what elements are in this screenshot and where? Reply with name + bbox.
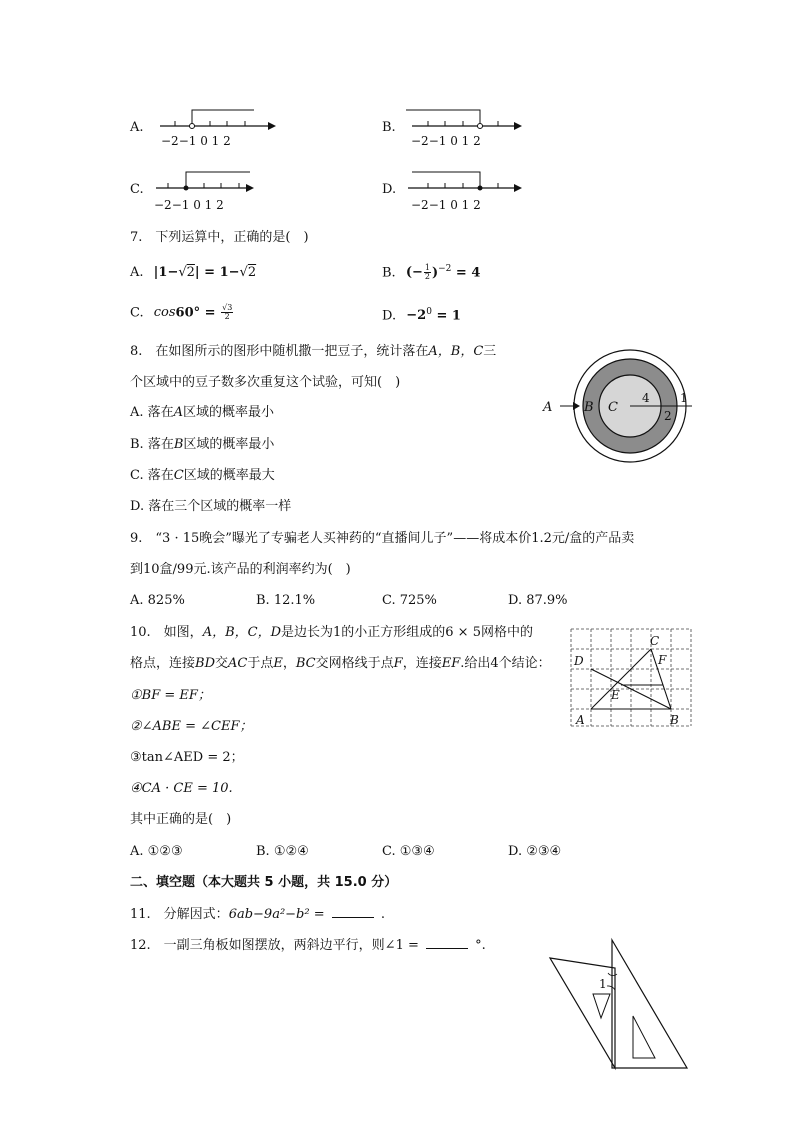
- q9-option-d[interactable]: D. 87.9%: [508, 593, 568, 608]
- q8-fig-label-c: C: [608, 400, 618, 415]
- q10-ask: 其中正确的是( ): [130, 812, 232, 827]
- q7-option-c[interactable]: C. cos60° = $\frac{√3}{2}$: [130, 303, 233, 322]
- q10-fig-label-e: E: [611, 688, 620, 702]
- q8-option-c[interactable]: C. 落在C区域的概率最大: [130, 468, 275, 483]
- q6-b-letter: B.: [382, 120, 396, 135]
- q8-line1: 8. 在如图所示的图形中随机撒一把豆子，统计落在A，B，C三: [130, 344, 497, 359]
- q6-b-ticks: −2−1 0 1 2: [411, 134, 481, 148]
- q10-conclusion-4: ④CA · CE = 10.: [130, 781, 233, 796]
- q6-c-ticks: −2−1 0 1 2: [154, 198, 224, 212]
- q7-stem: 7. 下列运算中，正确的是( ): [130, 230, 309, 245]
- q8-option-b[interactable]: B. 落在B区域的概率最小: [130, 437, 275, 452]
- q8-fig-label-a: A: [543, 400, 553, 415]
- q8-fig-radius-2: 2: [664, 409, 672, 423]
- q10-fig-label-d: D: [574, 654, 584, 668]
- q10-conclusion-3: ③tan∠AED = 2；: [130, 750, 244, 765]
- q10-option-c[interactable]: C. ①③④: [382, 844, 435, 859]
- q11: 11. 分解因式：6ab−9a²−b² = .: [130, 907, 386, 922]
- q10-fig-label-c: C: [650, 634, 660, 648]
- q10-option-a[interactable]: A. ①②③: [130, 844, 183, 859]
- q9-line2: 到10盒/99元.该产品的利润率约为( ): [130, 562, 351, 577]
- q8-option-d[interactable]: D. 落在三个区域的概率一样: [130, 499, 292, 514]
- q10-line2: 格点，连接BD交AC于点E，BC交网格线于点F，连接EF.给出4个结论：: [130, 656, 551, 671]
- q8-option-a[interactable]: A. 落在A区域的概率最小: [130, 405, 275, 420]
- q12-set-squares-figure: [545, 938, 695, 1073]
- q10-option-d[interactable]: D. ②③④: [508, 844, 562, 859]
- q6-a-letter: A.: [130, 120, 144, 135]
- q9-option-b[interactable]: B. 12.1%: [256, 593, 316, 608]
- q7-option-a[interactable]: A. |1−√2| = 1−√2: [130, 265, 257, 280]
- q9-option-c[interactable]: C. 725%: [382, 593, 437, 608]
- q6-c-letter: C.: [130, 182, 144, 197]
- q9-line1: 9. “3 · 15晚会”曝光了专骗老人买神药的“直播间儿子”——将成本价1.2元/盒的产品卖: [130, 531, 635, 546]
- q6-d-letter: D.: [382, 182, 397, 197]
- q7-a-sqrt-arg-2: 2: [247, 265, 257, 280]
- q11-answer-blank[interactable]: [332, 907, 374, 918]
- q7-option-d[interactable]: D. $-2^0 = 1$: [382, 307, 461, 324]
- q8-concentric-circles-figure: [540, 348, 700, 468]
- q6-d-ticks: −2−1 0 1 2: [411, 198, 481, 212]
- q10-fig-label-a: A: [576, 713, 585, 727]
- q10-grid-figure: [566, 626, 696, 730]
- q10-line1: 10. 如图，A，B，C，D是边长为1的小正方形组成的6 × 5网格中的: [130, 625, 533, 640]
- q6-a-ticks: −2−1 0 1 2: [161, 134, 231, 148]
- q7-option-b[interactable]: B. (− $\frac{1}{2}$ )$^{-2}$ = 4: [382, 263, 481, 282]
- q12-answer-blank[interactable]: [426, 938, 468, 949]
- q8-fig-radius-4: 4: [642, 391, 650, 405]
- q9-option-a[interactable]: A. 825%: [130, 593, 185, 608]
- section-2-heading: 二、填空题（本大题共 5 小题，共 15.0 分）: [130, 875, 398, 890]
- q10-option-b[interactable]: B. ①②④: [256, 844, 309, 859]
- q8-fig-label-b: B: [584, 400, 594, 415]
- q10-fig-label-b: B: [670, 713, 679, 727]
- q10-conclusion-2: ②∠ABE = ∠CEF；: [130, 719, 253, 734]
- q12: 12. 一副三角板如图摆放，两斜边平行，则∠1 = °.: [130, 938, 486, 953]
- q10-conclusion-1: ①BF = EF；: [130, 688, 211, 703]
- q10-fig-label-f: F: [658, 653, 667, 667]
- q8-fig-radius-1: 1: [680, 391, 688, 405]
- q8-line2: 个区域中的豆子数多次重复这个试验，可知( ): [130, 375, 401, 390]
- q12-angle-label: 1: [599, 977, 607, 991]
